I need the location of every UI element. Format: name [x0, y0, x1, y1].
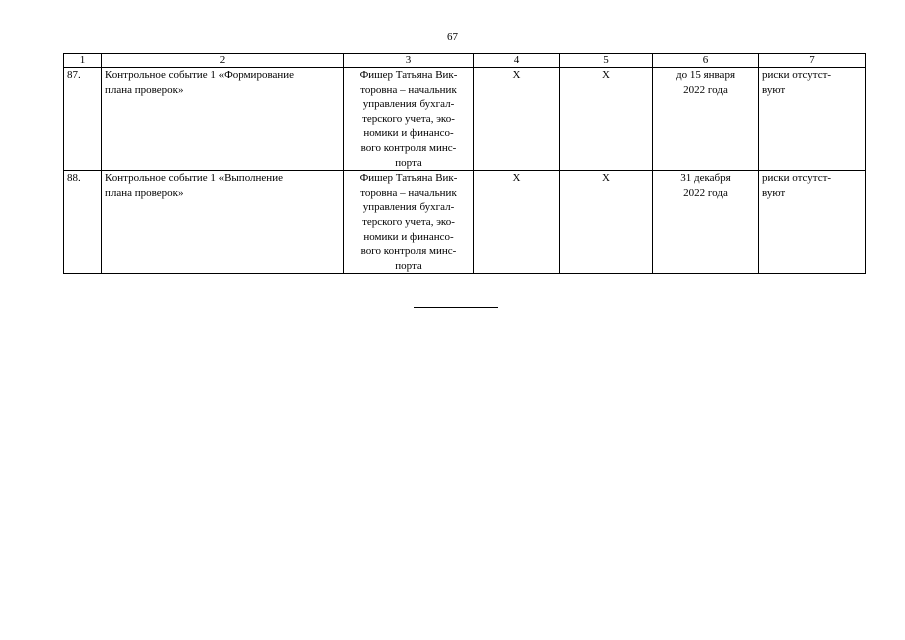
responsible-line: торовна – начальник: [360, 83, 457, 96]
date-line: до 15 января: [675, 69, 736, 81]
responsible-line: вого контроля минс-: [360, 141, 457, 154]
responsible-line: номики и финансо-: [363, 127, 454, 140]
risks-line: вуют: [762, 186, 786, 199]
row-number: 88.: [64, 171, 102, 274]
date-cell: [653, 171, 759, 274]
table-row: [64, 171, 866, 274]
event-line: плана проверок»: [105, 83, 184, 96]
column-header: 1: [64, 54, 102, 68]
col4-cell: Х: [474, 171, 560, 274]
responsible-line: вого контроля минс-: [360, 245, 457, 258]
event-line: Контрольное событие 1 «Выполнение: [105, 172, 283, 185]
col4-cell: Х: [474, 68, 560, 171]
column-header: 5: [560, 54, 653, 68]
page-number: 67: [447, 31, 458, 43]
column-header: 4: [474, 54, 560, 68]
responsible-line: номики и финансо-: [363, 230, 454, 243]
row-number: 87.: [64, 68, 102, 171]
risks-line: вуют: [762, 83, 786, 96]
column-header: 7: [759, 54, 866, 68]
event-cell: [102, 171, 344, 274]
responsible-line: управления бухгал-: [362, 98, 455, 111]
col5-cell: Х: [560, 68, 653, 171]
table-header-row: [64, 54, 866, 68]
end-divider: [414, 307, 498, 308]
risks-line: риски отсутст-: [762, 69, 832, 81]
date-line: 2022 года: [683, 83, 728, 96]
responsible-line: терского учета, эко-: [362, 215, 455, 228]
responsible-cell: [344, 171, 474, 274]
risks-cell: [759, 68, 866, 171]
date-line: 2022 года: [683, 186, 728, 199]
responsible-line: управления бухгал-: [362, 201, 455, 214]
control-events-table: [63, 53, 866, 274]
table-row: [64, 68, 866, 171]
date-cell: [653, 68, 759, 171]
column-header: 3: [344, 54, 474, 68]
responsible-line: торовна – начальник: [360, 186, 457, 199]
responsible-line: терского учета, эко-: [362, 112, 455, 125]
event-line: Контрольное событие 1 «Формирование: [105, 69, 295, 81]
event-cell: [102, 68, 344, 171]
column-header: 2: [102, 54, 344, 68]
column-header: 6: [653, 54, 759, 68]
date-line: 31 декабря: [680, 172, 731, 185]
responsible-line: Фишер Татьяна Вик-: [359, 172, 458, 185]
risks-line: риски отсутст-: [762, 172, 832, 185]
responsible-cell: [344, 68, 474, 171]
responsible-line: порта: [395, 259, 422, 272]
col5-cell: Х: [560, 171, 653, 274]
event-line: плана проверок»: [105, 186, 184, 199]
risks-cell: [759, 171, 866, 274]
responsible-line: порта: [395, 156, 422, 169]
responsible-line: Фишер Татьяна Вик-: [359, 69, 458, 81]
